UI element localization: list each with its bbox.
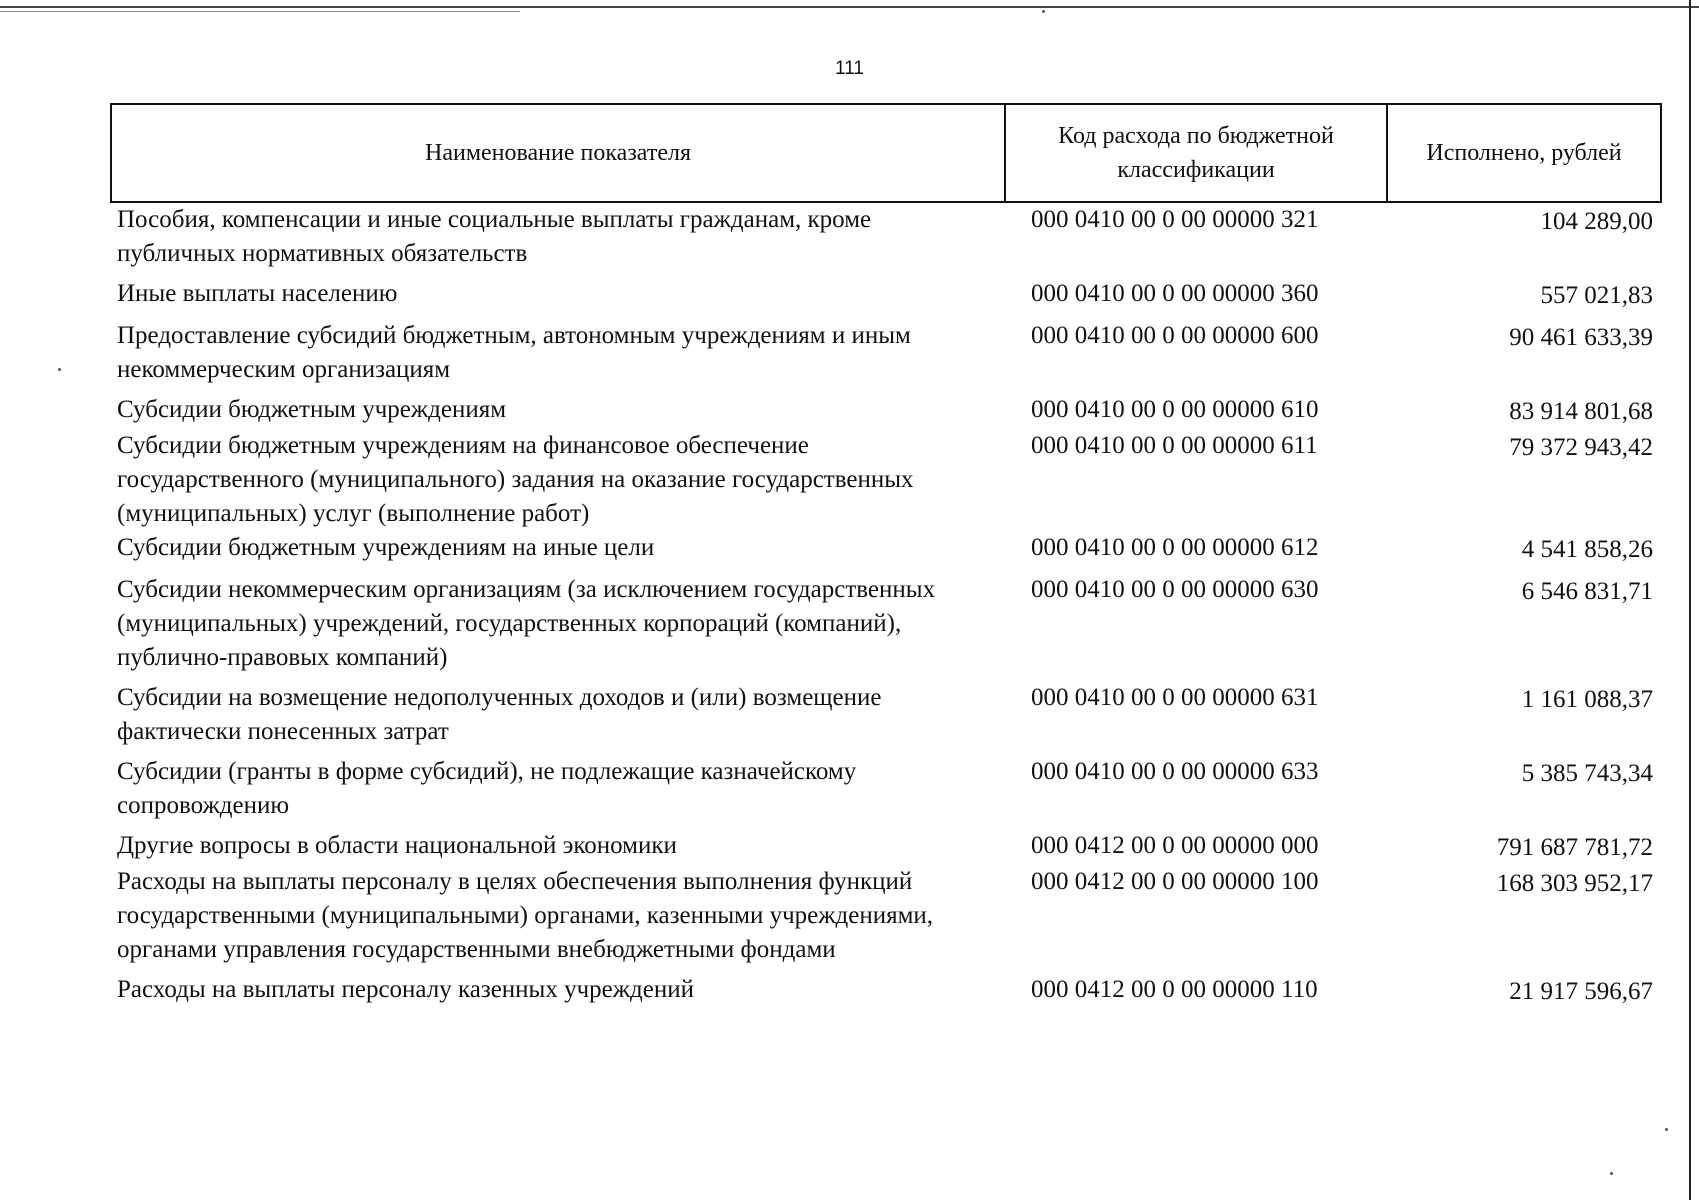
row-code: 000 0412 00 0 00 00000 110 [1031, 976, 1318, 1003]
page-number [0, 58, 1699, 80]
row-name: Пособия, компенсации и иные социальные выплаты гражданам, кроме публичных нормативных обязательств [117, 206, 872, 267]
row-code: 000 0410 00 0 00 00000 633 [1031, 758, 1319, 785]
budget-table-container [110, 103, 1660, 1009]
table-row [111, 755, 1661, 829]
budget-execution-table [110, 103, 1662, 1009]
row-name: Субсидии бюджетным учреждениям [117, 396, 507, 423]
table-row [111, 681, 1661, 755]
row-name: Иные выплаты населению [117, 280, 398, 307]
row-amount: 6 546 831,71 [1521, 578, 1653, 605]
row-name: Предоставление субсидий бюджетным, автономным учреждениям и иным некоммерческим организациям [117, 322, 911, 383]
table-row [111, 319, 1661, 393]
row-amount: 79 372 943,42 [1509, 434, 1653, 461]
row-code: 000 0410 00 0 00 00000 612 [1031, 534, 1319, 561]
table-row [111, 429, 1661, 531]
row-amount: 4 541 858,26 [1521, 536, 1653, 563]
scan-speck [58, 368, 61, 371]
row-amount: 5 385 743,34 [1521, 760, 1653, 787]
row-amount: 90 461 633,39 [1509, 324, 1653, 351]
scan-edge-line-secondary [0, 11, 520, 12]
row-amount: 168 303 952,17 [1496, 870, 1653, 897]
row-code: 000 0412 00 0 00 00000 100 [1031, 868, 1319, 895]
row-code: 000 0410 00 0 00 00000 600 [1031, 322, 1319, 349]
row-name: Субсидии бюджетным учреждениям на иные цели [117, 534, 655, 561]
row-name: Другие вопросы в области национальной экономики [117, 832, 677, 859]
row-name: Расходы на выплаты персоналу казенных учреждений [117, 976, 694, 1003]
scan-edge-line [0, 6, 1699, 8]
table-header [111, 104, 1661, 202]
header-code: Код расхода по бюджетной классификации [1005, 104, 1387, 202]
table-row [111, 202, 1661, 277]
row-name: Расходы на выплаты персоналу в целях обеспечения выполнения функций государственными (муниципальными) органами, казенными учреждениями, органами управления государственными внебюджетными фондами [117, 868, 934, 963]
row-name: Субсидии бюджетным учреждениям на финансовое обеспечение государственного (муниципального) задания на оказание государственных (муниципальных) услуг (выполнение работ) [117, 432, 914, 527]
scan-speck [1610, 1172, 1613, 1175]
table-row [111, 393, 1661, 429]
row-amount: 83 914 801,68 [1509, 398, 1653, 425]
row-name: Субсидии некоммерческим организациям (за исключением государственных (муниципальных) учреждений, государственных корпораций (компаний), публично-правовых компаний) [117, 576, 936, 671]
row-amount: 21 917 596,67 [1509, 978, 1653, 1005]
scan-right-edge [1689, 0, 1691, 1200]
row-code: 000 0410 00 0 00 00000 631 [1031, 684, 1319, 711]
row-name: Субсидии (гранты в форме субсидий), не подлежащие казначейскому сопровождению [117, 758, 857, 819]
header-name: Наименование показателя [111, 104, 1005, 202]
row-amount: 1 161 088,37 [1521, 686, 1653, 713]
table-row [111, 973, 1661, 1009]
table-row [111, 865, 1661, 973]
row-amount: 104 289,00 [1540, 208, 1653, 235]
row-code: 000 0410 00 0 00 00000 321 [1031, 206, 1319, 233]
row-code: 000 0412 00 0 00 00000 000 [1031, 832, 1319, 859]
table-row [111, 573, 1661, 681]
scan-speck [1665, 1128, 1668, 1131]
row-code: 000 0410 00 0 00 00000 360 [1031, 280, 1319, 307]
header-row [111, 104, 1661, 202]
row-amount: 791 687 781,72 [1496, 834, 1653, 861]
row-amount: 557 021,83 [1540, 282, 1653, 309]
table-row [111, 531, 1661, 573]
row-code: 000 0410 00 0 00 00000 630 [1031, 576, 1319, 603]
scan-speck [1042, 10, 1045, 13]
table-row [111, 829, 1661, 865]
row-name: Субсидии на возмещение недополученных доходов и (или) возмещение фактически понесенных затрат [117, 684, 882, 745]
row-code: 000 0410 00 0 00 00000 610 [1031, 396, 1319, 423]
page-number-text: 111 [835, 58, 864, 79]
table-row [111, 277, 1661, 319]
header-amount: Исполнено, рублей [1387, 104, 1661, 202]
row-code: 000 0410 00 0 00 00000 611 [1031, 432, 1318, 459]
table-body [111, 202, 1661, 1009]
